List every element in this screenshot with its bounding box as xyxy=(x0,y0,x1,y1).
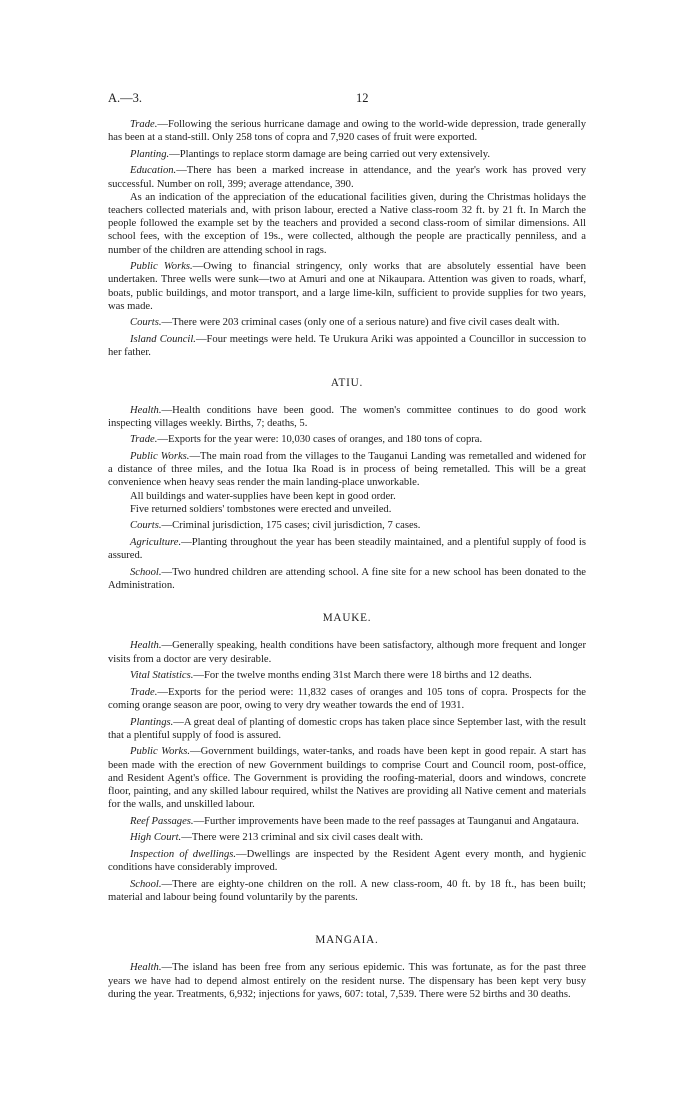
paragraph-text: —A great deal of planting of domestic crops has taken place since September last, with the result that a plentiful supply of food is assured. xyxy=(108,716,586,741)
paragraph-keyword: Reef Passages. xyxy=(130,815,194,827)
intro-education-paragraph xyxy=(108,164,586,190)
atiu-health-paragraph xyxy=(108,404,586,430)
section-heading-mauke: MAUKE. xyxy=(322,612,372,625)
paragraph-keyword: Health. xyxy=(130,962,162,974)
mauke-trade-paragraph xyxy=(108,686,586,712)
paragraph-text: —Exports for the year were: 10,030 cases of oranges, and 180 tons of copra. xyxy=(157,434,483,446)
paragraph-text: —For the twelve months ending 31st March there were 18 births and 12 deaths. xyxy=(193,670,532,682)
atiu-courts-paragraph xyxy=(108,519,586,532)
paragraph-text: —Generally speaking, health conditions have been satisfactory, although more frequent and longer visits from a doctor are very desirable. xyxy=(108,640,586,665)
atiu-trade-paragraph xyxy=(108,433,586,446)
paragraph-text: —Two hundred children are attending school. A fine site for a new school has been donated to the Administration. xyxy=(108,566,586,591)
document-reference: A.—3. xyxy=(108,91,143,105)
page-number: 12 xyxy=(356,91,369,105)
page-header xyxy=(108,92,586,108)
paragraph-keyword: School. xyxy=(130,878,162,890)
paragraph-text: —Exports for the period were: 11,832 cases of oranges and 105 tons of copra. Prospects for the coming orange season are poor, owing to very dry weather towards the end of 1931. xyxy=(108,686,586,711)
paragraph-keyword: Trade. xyxy=(130,686,158,698)
paragraph-keyword: Public Works. xyxy=(130,451,190,462)
paragraph-text: —Plantings to replace storm damage are being carried out very extensively. xyxy=(169,148,490,160)
paragraph-text: —Four meetings were held. Te Urukura Ariki was appointed a Councillor in succession to her father. xyxy=(108,334,586,359)
paragraph-text: —The island has been free from any serious epidemic. This was fortunate, as for the past three years we have had to depend almost entirely on the resident nurse. The dispensary has been kept very busy during the year. Treatments, 6,932; injections for yaws, 607: total, 7,539. There were 52 births and 30 deaths. xyxy=(108,962,586,1000)
intro-planting-paragraph xyxy=(108,148,586,161)
mauke-plantings-paragraph xyxy=(108,716,586,742)
paragraph-text: —Further improvements have been made to the reef passages at Taunganui and Angataura. xyxy=(193,815,579,827)
intro-courts-paragraph xyxy=(108,316,586,329)
paragraph-text: —Government buildings, water-tanks, and roads have been kept in good repair. A start has been made with the erection of new Government buildings to comprise Court and Council room, post-office, and Resident Agent's office. The Government is providing the roofing-material, doors and windows, concrete floor, painting, and any skilled labour required, whilst the Natives are providing all Native cement and materials for the walls, and unskilled labour. xyxy=(108,746,586,811)
paragraph-text: —Criminal jurisdiction, 175 cases; civil jurisdiction, 7 cases. xyxy=(161,520,421,532)
paragraph-keyword: Courts. xyxy=(130,317,162,329)
paragraph-keyword: School. xyxy=(130,566,162,578)
paragraph-keyword: High Court. xyxy=(130,832,182,844)
intro-trade-paragraph xyxy=(108,118,586,144)
mangaia-health-paragraph xyxy=(108,961,586,1001)
section-heading-mangaia: MANGAIA. xyxy=(315,934,379,947)
paragraph-keyword: Trade. xyxy=(130,119,158,130)
atiu-buildings-paragraph: All buildings and water-supplies have been kept in good order. xyxy=(130,490,396,502)
paragraph-text: —There are eighty-one children on the roll. A new class-room, 40 ft. by 18 ft., has been built; material and labour being found voluntarily by the parents. xyxy=(108,878,586,903)
mauke-reef-passages-paragraph xyxy=(108,815,586,828)
paragraph-keyword: Courts. xyxy=(130,520,162,532)
paragraph-keyword: Inspection of dwellings. xyxy=(130,848,237,860)
paragraph-text: As an indication of the appreciation of the educational facilities given, during the Christmas holidays the teachers collected materials and, with prison labour, erected a Native class-room 32 ft. by 21 ft. In March the people followed the example set by the teachers and provided a second class-room of similar dimensions. All school fees, with the exception of 19s., were collected, although the people are practically penniless, and a number of the children are attending school in rags. xyxy=(108,191,586,256)
mauke-public-works-paragraph xyxy=(108,745,586,811)
atiu-public-works-paragraph xyxy=(108,450,586,490)
mauke-vital-statistics-paragraph xyxy=(108,669,586,682)
paragraph-keyword: Island Council. xyxy=(130,334,196,345)
paragraph-text: —The main road from the villages to the Tauganui Landing was remetalled and widened for a distance of three miles, and the Iotua Ika Road is in process of being remetalled. This will be a great convenience when heavy seas render the main landing-place unworkable. xyxy=(108,451,586,489)
atiu-school-paragraph xyxy=(108,566,586,592)
mauke-health-paragraph xyxy=(108,639,586,665)
paragraph-text: —Planting throughout the year has been steadily maintained, and a plentiful supply of food is assured. xyxy=(108,537,586,562)
paragraph-keyword: Public Works. xyxy=(130,746,191,758)
intro-public-works-paragraph xyxy=(108,260,586,313)
mauke-inspection-paragraph xyxy=(108,848,586,874)
paragraph-keyword: Plantings. xyxy=(130,716,174,728)
intro-education-continued-paragraph xyxy=(108,191,586,257)
paragraph-text: —Health conditions have been good. The women's committee continues to do good work inspecting villages weekly. Births, 7; deaths, 5. xyxy=(108,404,586,429)
paragraph-text: —There has been a marked increase in attendance, and the year's work has proved very successful. Number on roll, 399; average attendance, 390. xyxy=(108,165,586,190)
atiu-agriculture-paragraph xyxy=(108,536,586,562)
paragraph-text: —Dwellings are inspected by the Resident Agent every month, and hygienic conditions have considerably improved. xyxy=(108,848,586,874)
paragraph-text: —Following the serious hurricane damage and owing to the world-wide depression, trade generally has been at a stand-still. Only 258 tons of copra and 7,920 cases of fruit were exported. xyxy=(108,119,586,144)
paragraph-text: —Owing to financial stringency, only works that are absolutely essential have been undertaken. Three wells were sunk—two at Amuri and one at Nikaupara. Attention was given to roads, wharf, boats, public buildings, and motor transport, and a large lime-kiln, sufficient to provide supplies for two years, was made. xyxy=(108,261,587,312)
paragraph-keyword: Vital Statistics. xyxy=(130,670,194,682)
paragraph-keyword: Agriculture. xyxy=(130,537,182,548)
page-body xyxy=(108,118,586,1004)
paragraph-text: —There were 213 criminal and six civil cases dealt with. xyxy=(181,832,424,844)
section-heading-atiu: ATIU. xyxy=(330,377,364,390)
mauke-school-paragraph xyxy=(108,878,586,904)
mauke-high-court-paragraph xyxy=(108,831,586,844)
intro-island-council-paragraph xyxy=(108,333,586,359)
paragraph-keyword: Public Works. xyxy=(130,261,193,273)
paragraph-text: —There were 203 criminal cases (only one of a serious nature) and five civil cases dealt with. xyxy=(161,317,560,329)
atiu-tombstones-paragraph: Five returned soldiers' tombstones were erected and unveiled. xyxy=(130,503,392,515)
paragraph-keyword: Health. xyxy=(130,640,162,652)
paragraph-keyword: Education. xyxy=(130,165,177,177)
paragraph-keyword: Health. xyxy=(130,404,162,416)
paragraph-keyword: Planting. xyxy=(130,148,170,160)
paragraph-keyword: Trade. xyxy=(130,434,158,446)
